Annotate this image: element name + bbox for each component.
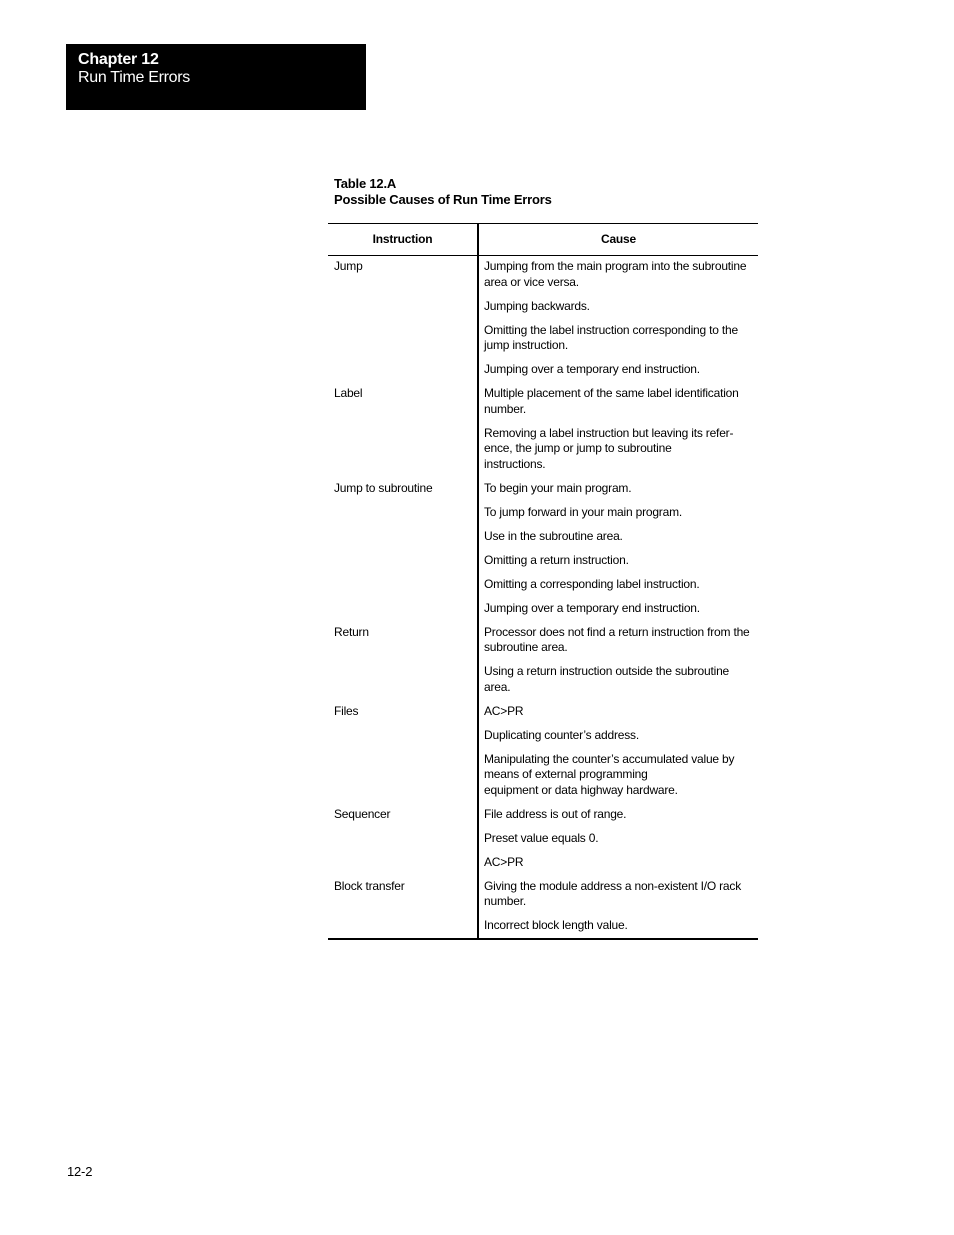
- cause-text: Preset value equals 0.: [484, 830, 599, 845]
- cause-cell: [478, 527, 758, 551]
- instruction-text: Block transfer: [334, 878, 405, 893]
- cause-cell: [478, 805, 758, 829]
- table-row: [328, 551, 758, 575]
- cause-cell: [478, 360, 758, 384]
- instruction-cell: [328, 424, 478, 479]
- table-header-row: [328, 224, 758, 256]
- cause-cell: [478, 853, 758, 877]
- chapter-number: Chapter 12: [78, 51, 159, 68]
- table-row: [328, 297, 758, 321]
- instruction-text: [334, 503, 477, 512]
- instruction-text: Files: [334, 703, 359, 718]
- cause-text: AC>PR: [484, 703, 524, 718]
- cause-cell: [478, 623, 758, 663]
- table-row: [328, 829, 758, 853]
- cause-cell: [478, 479, 758, 503]
- table-title: Possible Causes of Run Time Errors: [334, 192, 552, 207]
- instruction-text: Jump to subroutine: [334, 480, 433, 495]
- cause-cell: [478, 916, 758, 939]
- cause-cell: [478, 877, 758, 917]
- cause-cell: [478, 750, 758, 805]
- cause-text: File address is out of range.: [484, 806, 627, 821]
- run-time-errors-table: [328, 223, 758, 940]
- cause-text: Jumping over a temporary end instruction.: [484, 600, 700, 615]
- instruction-cell: [328, 360, 478, 384]
- cause-text: Processor does not find a return instruction from the subroutine area.: [484, 624, 750, 654]
- table-row: [328, 527, 758, 551]
- table-row: [328, 877, 758, 917]
- cause-cell: [478, 503, 758, 527]
- instruction-cell: [328, 297, 478, 321]
- instruction-text: [334, 527, 477, 536]
- instruction-cell: [328, 877, 478, 917]
- instruction-cell: [328, 750, 478, 805]
- table-row: [328, 805, 758, 829]
- table-row: [328, 360, 758, 384]
- table-row: [328, 853, 758, 877]
- instruction-cell: [328, 551, 478, 575]
- table-row: [328, 916, 758, 939]
- table-row: [328, 384, 758, 424]
- instruction-text: Return: [334, 624, 369, 639]
- table-row: [328, 503, 758, 527]
- instruction-text: [334, 750, 477, 759]
- cause-text: Omitting the label instruction corresponding to the jump instruction.: [484, 322, 738, 352]
- cause-text: To jump forward in your main program.: [484, 504, 683, 519]
- instruction-text: [334, 551, 477, 560]
- instruction-text: [334, 853, 477, 862]
- cause-text: Jumping over a temporary end instruction.: [484, 362, 700, 376]
- cause-text: Jumping backwards.: [484, 298, 590, 313]
- cause-cell: [478, 551, 758, 575]
- table-row: [328, 623, 758, 663]
- table-row: [328, 479, 758, 503]
- instruction-text: [334, 726, 477, 735]
- instruction-text: Label: [334, 386, 363, 400]
- table-row: [328, 321, 758, 361]
- table-row: [328, 599, 758, 623]
- instruction-cell: [328, 805, 478, 829]
- instruction-text: [334, 297, 477, 306]
- cause-text: Using a return instruction outside the subroutine area.: [484, 664, 730, 694]
- instruction-cell: [328, 575, 478, 599]
- table-row: [328, 662, 758, 702]
- column-header-cause: Cause: [478, 224, 758, 256]
- column-header-instruction: Instruction: [328, 224, 478, 256]
- cause-cell: [478, 424, 758, 479]
- instruction-cell: [328, 702, 478, 726]
- chapter-header: [66, 44, 366, 110]
- instruction-cell: [328, 479, 478, 503]
- cause-text: To begin your main program.: [484, 480, 632, 495]
- cause-text: Omitting a return instruction.: [484, 552, 629, 567]
- instruction-text: Jump: [334, 259, 363, 273]
- instruction-cell: [328, 853, 478, 877]
- cause-text: Omitting a corresponding label instruction.: [484, 576, 700, 591]
- cause-text: Duplicating counter’s address.: [484, 727, 639, 742]
- cause-cell: [478, 726, 758, 750]
- cause-text: Incorrect block length value.: [484, 918, 628, 932]
- instruction-cell: [328, 384, 478, 424]
- instruction-cell: [328, 503, 478, 527]
- instruction-text: [334, 662, 477, 671]
- instruction-text: [334, 599, 477, 608]
- chapter-title: Run Time Errors: [78, 69, 190, 86]
- instruction-text: [334, 321, 477, 330]
- instruction-text: [334, 575, 477, 584]
- cause-cell: [478, 829, 758, 853]
- cause-cell: [478, 321, 758, 361]
- page-number: 12-2: [67, 1164, 93, 1179]
- table-row: [328, 575, 758, 599]
- instruction-text: [334, 360, 477, 369]
- cause-cell: [478, 599, 758, 623]
- table-row: [328, 750, 758, 805]
- cause-cell: [478, 575, 758, 599]
- cause-cell: [478, 297, 758, 321]
- cause-text: Jumping from the main program into the subroutine area or vice versa.: [484, 259, 747, 289]
- table-row: [328, 702, 758, 726]
- instruction-cell: [328, 726, 478, 750]
- instruction-cell: [328, 321, 478, 361]
- table-caption: [334, 176, 552, 208]
- table-row: [328, 424, 758, 479]
- instruction-text: [334, 829, 477, 838]
- instruction-cell: [328, 527, 478, 551]
- instruction-text: Sequencer: [334, 806, 391, 821]
- table-body: [328, 256, 758, 939]
- instruction-text: [334, 916, 477, 922]
- instruction-cell: [328, 256, 478, 297]
- instruction-cell: [328, 829, 478, 853]
- instruction-cell: [328, 599, 478, 623]
- table-row: [328, 256, 758, 297]
- cause-text: Giving the module address a non-existent I/O rack number.: [484, 878, 742, 908]
- cause-text: Use in the subroutine area.: [484, 528, 623, 543]
- cause-cell: [478, 662, 758, 702]
- instruction-text: [334, 424, 477, 433]
- table-row: [328, 726, 758, 750]
- cause-text: Multiple placement of the same label identification number.: [484, 386, 739, 416]
- cause-text: Manipulating the counter’s accumulated value by means of external programming equipment or data highway hardware.: [484, 751, 735, 797]
- cause-cell: [478, 702, 758, 726]
- instruction-cell: [328, 623, 478, 663]
- table-number: Table 12.A: [334, 176, 397, 191]
- cause-cell: [478, 256, 758, 297]
- cause-cell: [478, 384, 758, 424]
- instruction-cell: [328, 916, 478, 939]
- cause-text: AC>PR: [484, 854, 524, 869]
- cause-text: Removing a label instruction but leaving its refer- ence, the jump or jump to subroutine instructions.: [484, 425, 734, 471]
- instruction-cell: [328, 662, 478, 702]
